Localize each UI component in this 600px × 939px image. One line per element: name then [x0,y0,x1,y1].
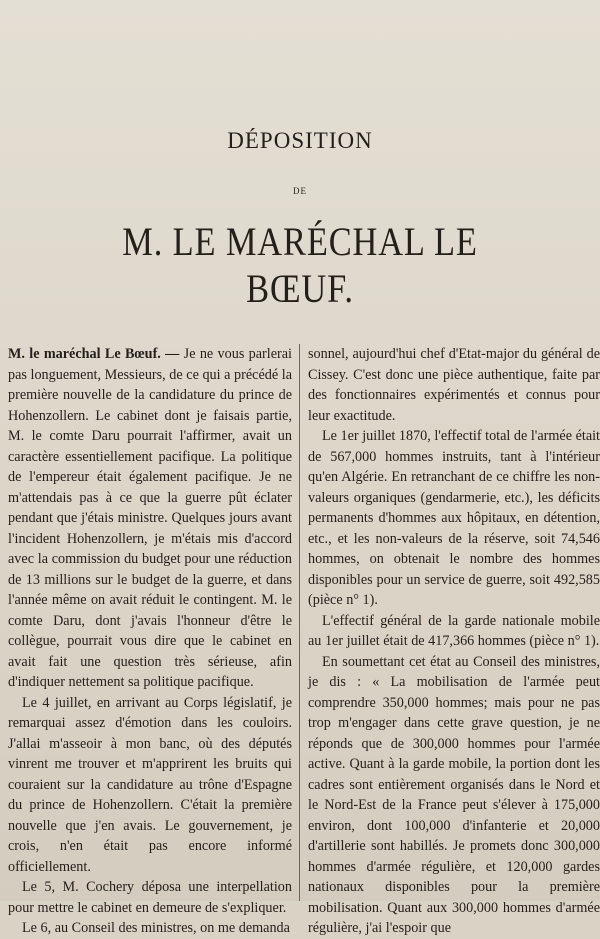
paragraph-text: Je ne vous parlerai pas longuement, Messieurs, de ce qui a précédé la première nouvelle de la candidature du prince de Hohenzollern. Le cabinet dont je faisais partie, M. le comte Daru pourrait l'affirmer, avait un caractère essentiellement pacifique. La politique de l'empereur était également pacifique. Je ne m'attendais pas à ce que la guerre pût éclater pendant que j'étais ministre. Quelques jours avant l'incident Hohenzollern, je m'étais mis d'accord avec la commission du budget pour une réduction de 13 millions sur le budget de la guerre, et dans l'année même on avait réduit le contingent. M. le comte Daru, dont j'avais l'honneur d'être le collègue, pourrait vous dire que le cabinet en avait fait une question très sérieuse, afin d'indiquer nettement sa politique pacifique. [8,346,292,690]
paragraph: Le 5, M. Cochery déposa une interpellation pour mettre le cabinet en demeure de s'expliquer. [8,879,292,916]
deponent-name: M. LE MARÉCHAL LE BŒUF. [122,219,478,311]
paragraph: sonnel, aujourd'hui chef d'Etat-major du général de Cissey. C'est donc une pièce authentique, faite par des fonctionnaires expérimentés et connus pour leur exactitude. [308,346,600,424]
page-title: DÉPOSITION [227,128,373,153]
paragraph: Le 6, au Conseil des ministres, on me demanda [22,920,290,936]
title-connector: DE [293,186,307,196]
left-column [8,344,292,939]
speaker-label: M. le maréchal Le Bœuf. — [8,346,180,362]
paragraph [8,344,292,693]
paragraph: L'effectif général de la garde nationale mobile au 1er juillet était de 417,366 hommes (pièce n° 1). [308,612,600,649]
right-column [308,344,600,939]
paragraph: En soumettant cet état au Conseil des ministres, je dis : « La mobilisation de l'armée peut comprendre 350,000 hommes; mais pour ne pas trop m'engager dans cette grave question, je ne réponds que de 300,000 hommes pour l'armée active. Quant à la garde mobile, la portion dont les cadres sont entièrement organisés dans le Nord et le Nord-Est de la France peut s'élever à 175,000 environ, dont 100,000 d'infanterie et 20,000 d'artillerie sont habillés. Je promets donc 300,000 hommes d'armée régulière, et 120,000 gardes nationaux disponibles pour la première mobilisation. Quant aux 300,000 hommes d'armée régulière, j'ai l'espoir que [308,653,600,936]
paragraph: Le 1er juillet 1870, l'effectif total de l'armée était de 567,000 hommes instruits, tant à l'intérieur qu'en Algérie. En retranchant de ce chiffre les non-valeurs organiques (gendarmerie, etc.), les déficits permanents d'hommes aux hôpitaux, en détention, etc., et les non-valeurs de la réserve, soit 74,546 hommes, on obtenait le nombre des hommes disponibles pour un service de guerre, soit 492,585 (pièce n° 1). [308,428,600,608]
paragraph: Le 4 juillet, en arrivant au Corps législatif, je remarquai assez d'émotion dans les couloirs. J'allai m'asseoir à mon banc, où des députés vinrent me trouver et m'apprirent les bruits qui couraient sur la candidature au trône d'Espagne du prince de Hohenzollern. C'était la première nouvelle que j'en avais. Le gouvernement, je crois, n'en était pas encore informé officiellement. [8,694,292,875]
column-divider [299,344,300,901]
